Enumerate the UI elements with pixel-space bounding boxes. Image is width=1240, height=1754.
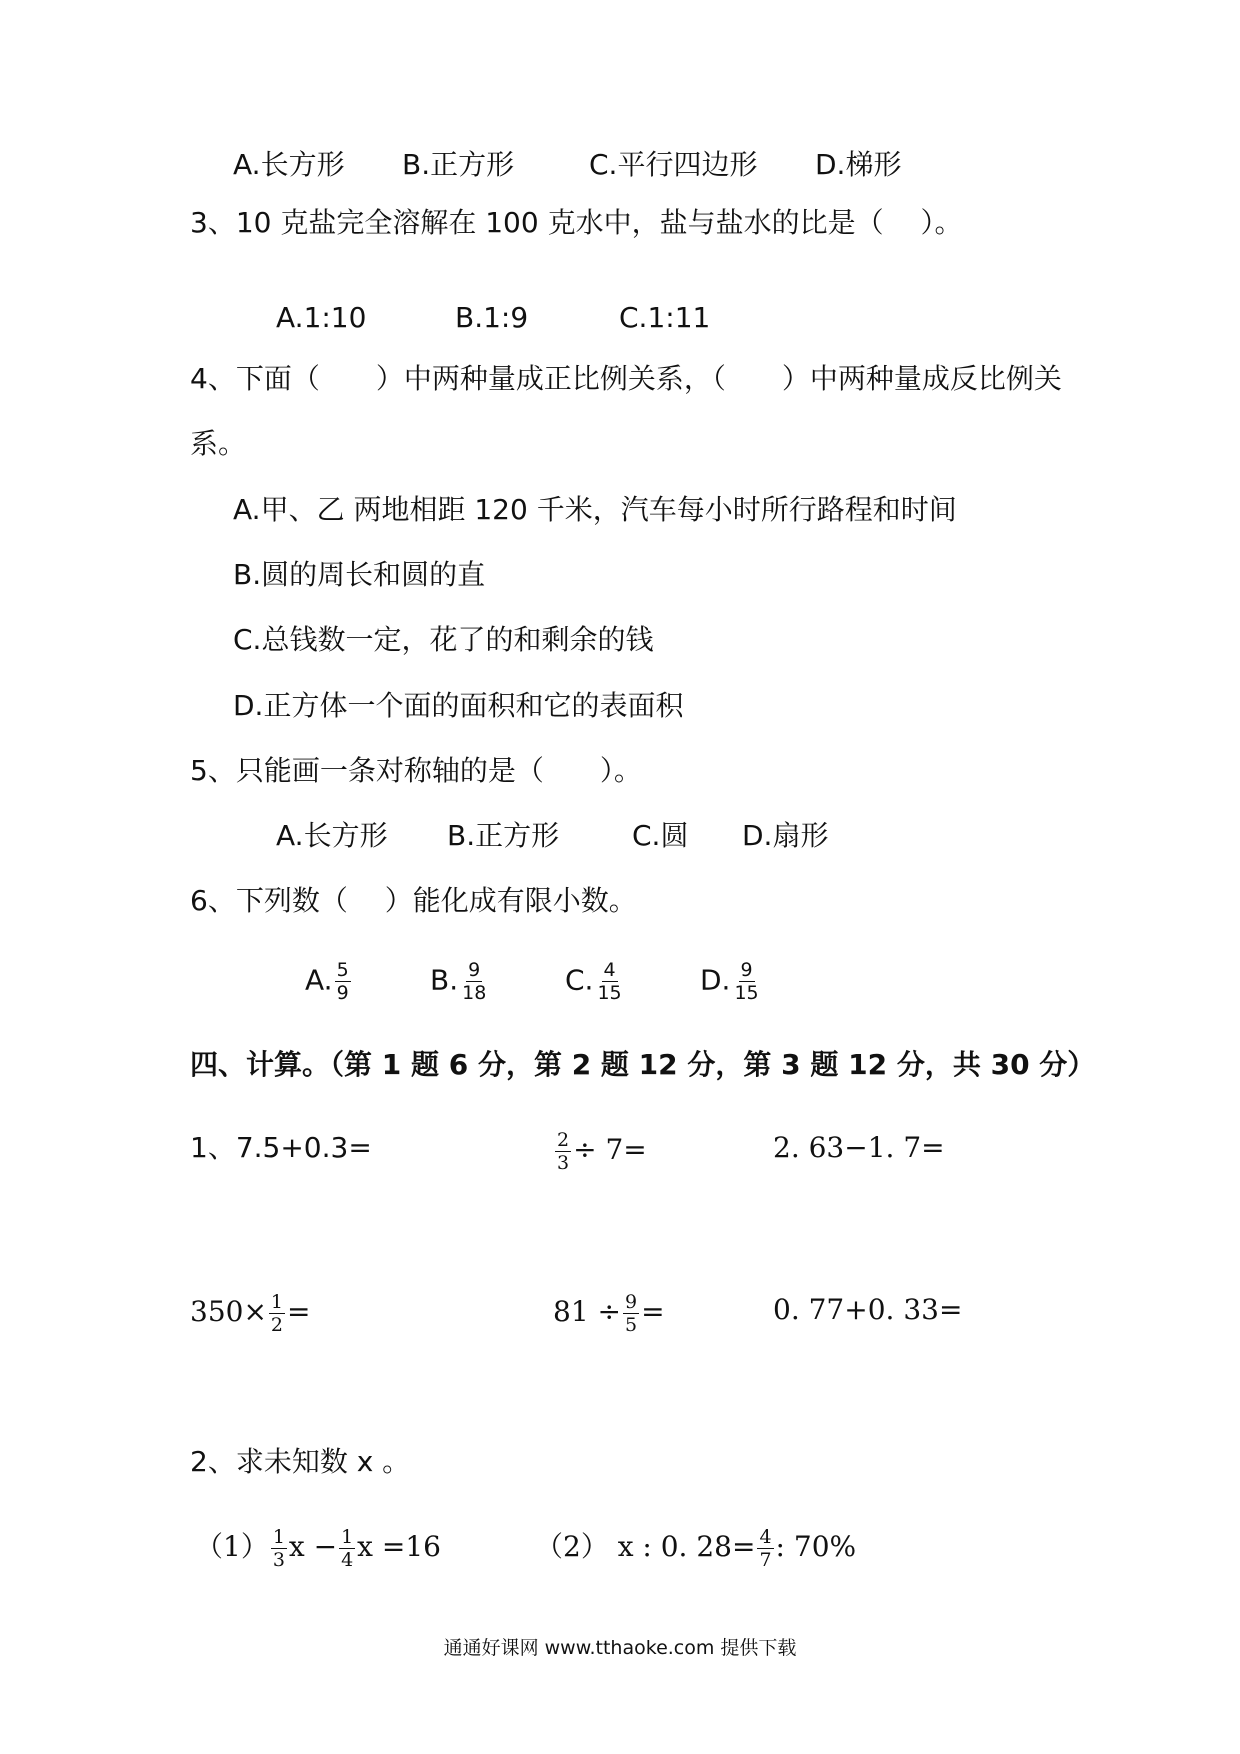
fraction: $\frac{4}{15}$ [597,959,622,1004]
fraction: $\frac{9}{15}$ [734,959,759,1004]
calc-2: $\frac{2}{3}$ ÷ 7= [557,1129,647,1174]
q6-option-c: C. $\frac{4}{15}$ [565,959,622,1004]
q5-option-c: C.圆 [632,819,689,852]
calc-1: 1、7.5+0.3= [190,1131,372,1164]
equation-2: （2） x : 0. 28= $\frac{4}{7}$ : 70% [535,1526,857,1571]
equation-1: （1） $\frac{1}{3}$ x − $\frac{1}{4}$ x =16 [195,1526,441,1571]
fraction: $\frac{1}{3}$ [272,1526,285,1571]
calc-3: 2. 63−1. 7= [773,1131,945,1164]
q6-stem: 6、下列数（ ）能化成有限小数。 [190,884,637,917]
calc-5: 81 ÷ $\frac{9}{5}$ = [553,1291,665,1336]
q5-option-b: B.正方形 [447,819,560,852]
fraction: $\frac{9}{18}$ [462,959,487,1004]
q6-option-a: A. $\frac{5}{9}$ [305,959,349,1004]
q4-option-c: C.总钱数一定，花了的和剩余的钱 [233,623,654,656]
q5-stem: 5、只能画一条对称轴的是（ ）。 [190,754,642,787]
q2-option-d: D.梯形 [815,148,902,181]
fraction: $\frac{5}{9}$ [336,959,349,1004]
section-heading: 四、计算。（第 1 题 6 分，第 2 题 12 分，第 3 题 12 分，共 30 分） [190,1048,1096,1081]
calc-4: 350× $\frac{1}{2}$ = [190,1291,311,1336]
q4-stem-line2: 系。 [190,427,247,460]
fraction: $\frac{1}{2}$ [270,1291,283,1336]
q4-stem-line1: 4、下面（ ）中两种量成正比例关系，（ ）中两种量成反比例关 [190,362,1062,395]
q4-option-d: D.正方体一个面的面积和它的表面积 [233,689,684,722]
q3-stem: 3、10 克盐完全溶解在 100 克水中，盐与盐水的比是（ ）。 [190,206,963,239]
q5-option-d: D.扇形 [742,819,829,852]
q3-option-b: B.1:9 [455,301,529,334]
fraction: $\frac{2}{3}$ [557,1129,570,1174]
q2-option-a: A.长方形 [233,148,345,181]
fraction: $\frac{1}{4}$ [341,1526,354,1571]
q2-option-b: B.正方形 [402,148,515,181]
calc-6: 0. 77+0. 33= [773,1293,963,1326]
q4-option-a: A.甲、乙 两地相距 120 千米，汽车每小时所行路程和时间 [233,493,957,526]
footer-credit: 通通好课网 www.tthaoke.com 提供下载 [443,1637,797,1659]
q3-option-c: C.1:11 [619,301,711,334]
q4-option-b: B.圆的周长和圆的直 [233,558,486,591]
q3-option-a: A.1:10 [276,301,367,334]
solve-heading: 2、求未知数 x 。 [190,1445,411,1478]
q2-option-c: C.平行四边形 [589,148,758,181]
q6-option-d: D. $\frac{9}{15}$ [700,959,759,1004]
q5-option-a: A.长方形 [276,819,388,852]
fraction: $\frac{9}{5}$ [625,1291,638,1336]
q6-option-b: B. $\frac{9}{18}$ [430,959,487,1004]
fraction: $\frac{4}{7}$ [759,1526,772,1571]
